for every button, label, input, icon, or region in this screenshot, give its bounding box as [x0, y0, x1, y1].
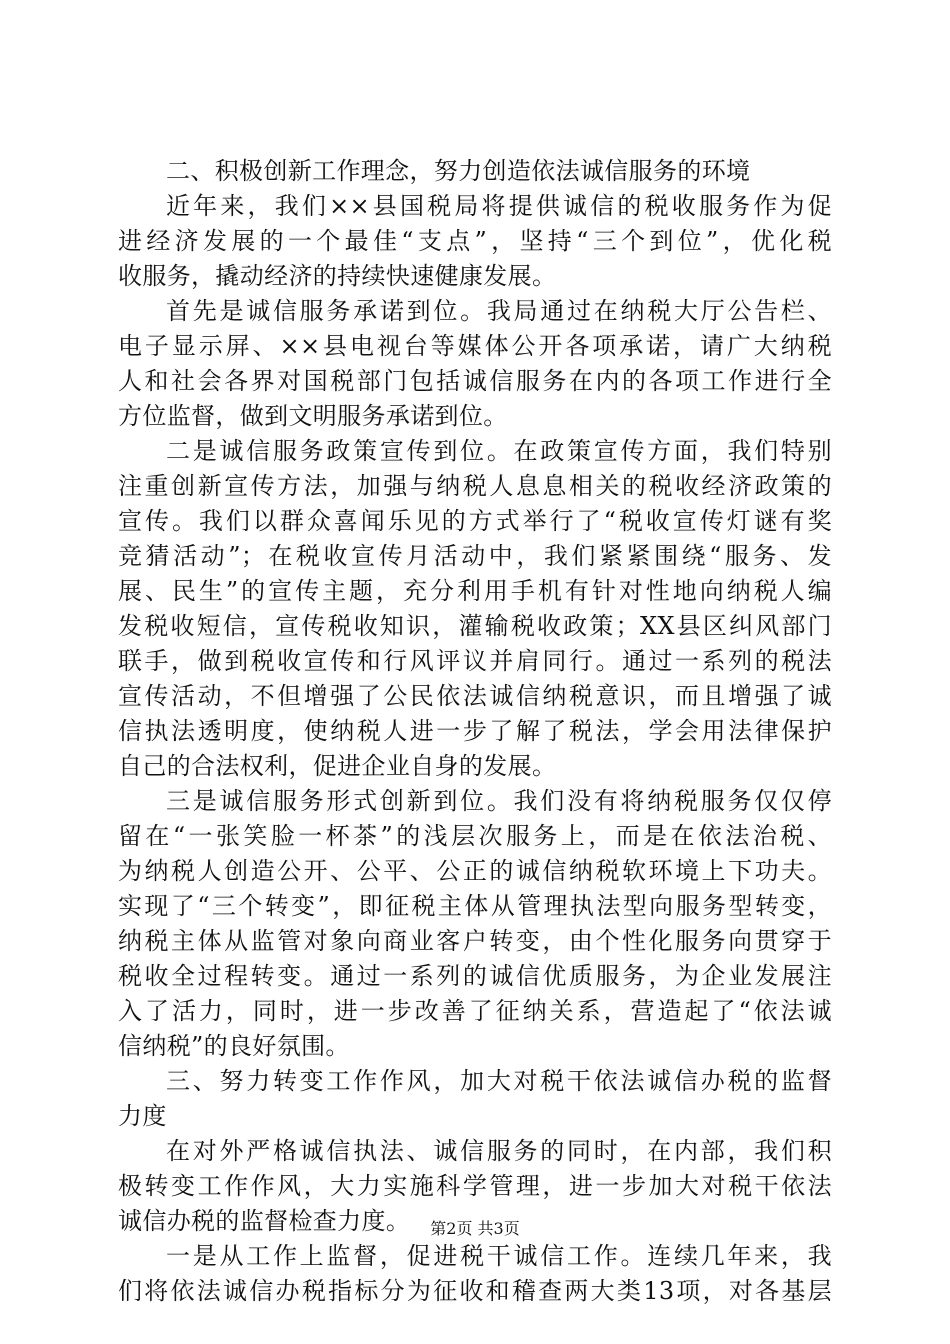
document-line: 展、民生”的宣传主题，充分利用手机有针对性地向纳税人编 [118, 577, 832, 605]
document-line: 三是诚信服务形式创新到位。我们没有将纳税服务仅仅停 [166, 787, 832, 815]
document-line: 为纳税人创造公开、公平、公正的诚信纳税软环境上下功夫。 [118, 857, 832, 885]
document-line: 在对外严格诚信执法、诚信服务的同时，在内部，我们积 [166, 1137, 832, 1165]
document-line: 实现了“三个转变”，即征税主体从管理执法型向服务型转变， [118, 892, 832, 920]
page-number-footer: 第2页 共3页 [430, 1219, 520, 1238]
document-line: 近年来，我们××县国税局将提供诚信的税收服务作为促 [166, 192, 832, 220]
document-line: 宣传活动，不但增强了公民依法诚信纳税意识，而且增强了诚 [118, 682, 832, 710]
document-line: 留在“一张笑脸一杯茶”的浅层次服务上，而是在依法治税、 [118, 822, 832, 850]
document-line: 人和社会各界对国税部门包括诚信服务在内的各项工作进行全 [118, 367, 832, 395]
document-line: 三、努力转变工作作风，加大对税干依法诚信办税的监督 [166, 1067, 832, 1095]
document-line: 联手，做到税收宣传和行风评议并肩同行。通过一系列的税法 [118, 647, 832, 675]
document-line: 信执法透明度，使纳税人进一步了解了税法，学会用法律保护 [118, 717, 832, 745]
document-line: 税收全过程转变。通过一系列的诚信优质服务，为企业发展注 [118, 962, 832, 990]
document-line: 们将依法诚信办税指标分为征收和稽查两大类13项，对各基层 [118, 1277, 832, 1305]
document-line: 信纳税”的良好氛围。 [118, 1032, 350, 1060]
document-body [118, 154, 832, 1309]
document-line: 力度 [118, 1102, 167, 1130]
document-line: 诚信办税的监督检查力度。 [118, 1207, 411, 1235]
document-line: 二是诚信服务政策宣传到位。在政策宣传方面，我们特别 [166, 437, 832, 465]
document-line: 宣传。我们以群众喜闻乐见的方式举行了“税收宣传灯谜有奖 [118, 507, 832, 535]
document-line: 入了活力，同时，进一步改善了征纳关系，营造起了“依法诚 [118, 997, 832, 1025]
document-line: 收服务，撬动经济的持续快速健康发展。 [118, 262, 557, 290]
document-line: 注重创新宣传方法，加强与纳税人息息相关的税收经济政策的 [118, 472, 832, 500]
document-line: 竞猜活动”；在税收宣传月活动中，我们紧紧围绕“服务、发 [118, 542, 832, 570]
document-line: 方位监督，做到文明服务承诺到位。 [118, 402, 508, 430]
document-line: 二、积极创新工作理念，努力创造依法诚信服务的环境 [166, 157, 751, 185]
document-line: 一是从工作上监督，促进税干诚信工作。连续几年来，我 [166, 1242, 832, 1270]
document-line: 自己的合法权利，促进企业自身的发展。 [118, 752, 557, 780]
document-line: 极转变工作作风，大力实施科学管理，进一步加大对税干依法 [118, 1172, 832, 1200]
document-line: 电子显示屏、××县电视台等媒体公开各项承诺，请广大纳税 [118, 332, 832, 360]
document-line: 发税收短信，宣传税收知识，灌输税收政策；XX县区纠风部门 [118, 612, 832, 640]
document-line: 首先是诚信服务承诺到位。我局通过在纳税大厅公告栏、 [166, 297, 832, 325]
document-line: 纳税主体从监管对象向商业客户转变，由个性化服务向贯穿于 [118, 927, 832, 955]
document-line: 进经济发展的一个最佳“支点”，坚持“三个到位”，优化税 [118, 227, 832, 255]
